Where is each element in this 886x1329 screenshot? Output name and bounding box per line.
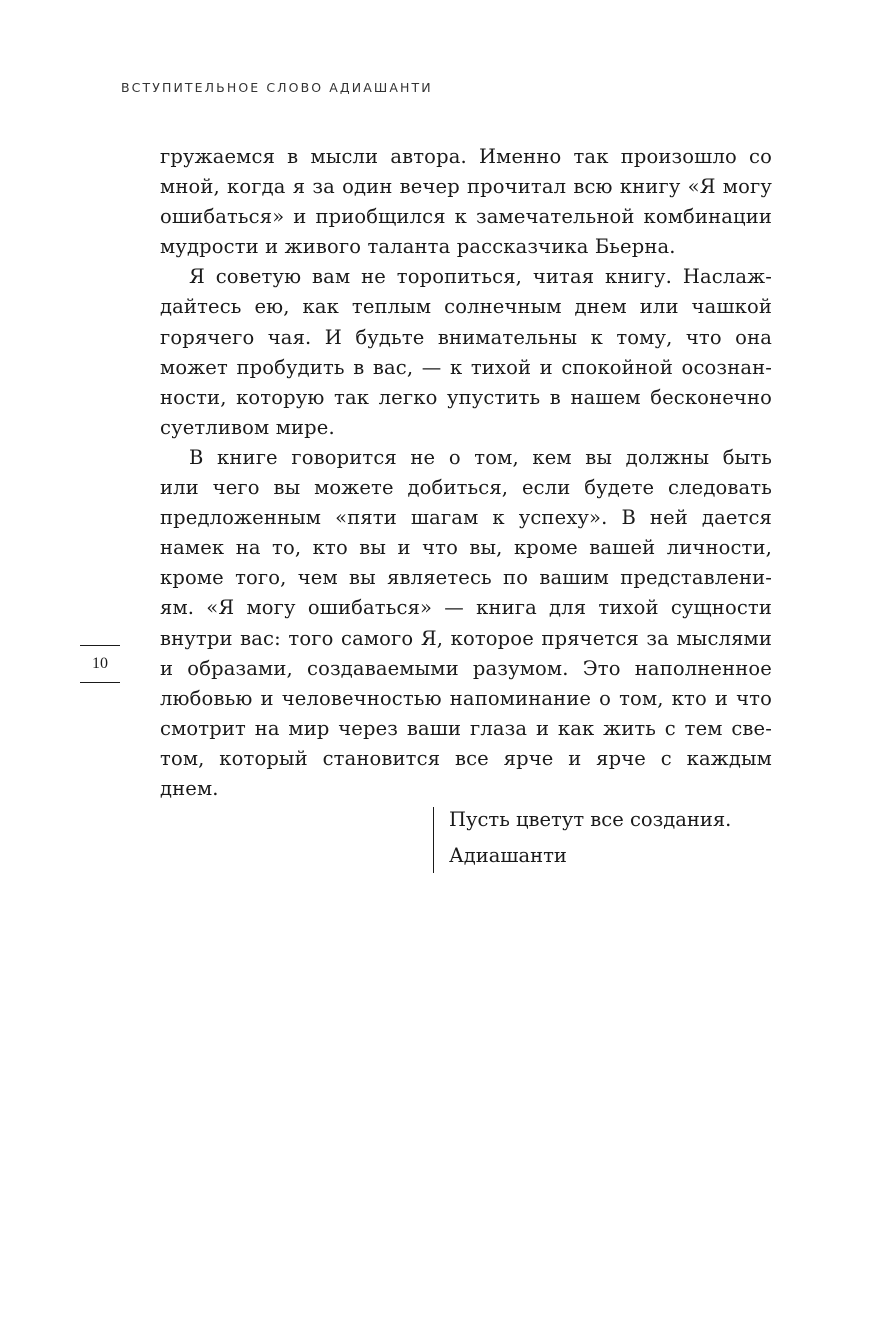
text-line: намек на то, кто вы и что вы, кроме вашей личности, bbox=[160, 536, 772, 560]
page-number: 10 bbox=[92, 655, 108, 672]
text-line: том, который становится все ярче и ярче с каждым bbox=[160, 746, 772, 770]
text-line: дайтесь ею, как теплым солнечным днем или чашкой bbox=[160, 295, 772, 319]
signature-block bbox=[433, 807, 731, 873]
paragraph-start-line: Я советую вам не торопиться, читая книгу. Наслаж- bbox=[189, 265, 772, 289]
text-line: ям. «Я могу ошибаться» — книга для тихой сущности bbox=[160, 596, 772, 620]
text-line: днем. bbox=[160, 776, 219, 800]
text-line: мудрости и живого таланта рассказчика Бьерна. bbox=[160, 235, 676, 259]
page-number-box bbox=[80, 645, 120, 683]
blessing-line: Пусть цветут все создания. bbox=[449, 808, 732, 831]
text-line: мной, когда я за один вечер прочитал всю книгу «Я могу bbox=[160, 175, 772, 199]
paragraph-start-line: В книге говорится не о том, кем вы должны быть bbox=[189, 445, 772, 469]
text-line: внутри вас: того самого Я, которое прячется за мыслями bbox=[160, 626, 772, 650]
text-line: кроме того, чем вы являетесь по вашим представлени- bbox=[160, 566, 772, 590]
text-line: предложенным «пяти шагам к успеху». В ней дается bbox=[160, 506, 772, 530]
text-line: ности, которую так легко упустить в нашем бесконечно bbox=[160, 385, 772, 409]
running-head: ВСТУПИТЕЛЬНОЕ СЛОВО АДИАШАНТИ bbox=[121, 80, 433, 95]
author-name: Адиашанти bbox=[449, 844, 567, 867]
text-line: любовью и человечностью напоминание о том, кто и что bbox=[160, 686, 772, 710]
text-line: и образами, создаваемыми разумом. Это наполненное bbox=[160, 656, 772, 680]
body-text bbox=[160, 142, 772, 804]
text-line: суетливом мире. bbox=[160, 415, 335, 439]
text-line: ошибаться» и приобщился к замечательной комбинации bbox=[160, 205, 772, 229]
text-line: может пробудить в вас, — к тихой и спокойной осознан- bbox=[160, 355, 772, 379]
text-line: смотрит на мир через ваши глаза и как жить с тем све- bbox=[160, 716, 772, 740]
text-line: или чего вы можете добиться, если будете следовать bbox=[160, 476, 772, 500]
text-line: гружаемся в мысли автора. Именно так произошло со bbox=[160, 145, 772, 168]
text-line: горячего чая. И будьте внимательны к тому, что она bbox=[160, 325, 772, 349]
